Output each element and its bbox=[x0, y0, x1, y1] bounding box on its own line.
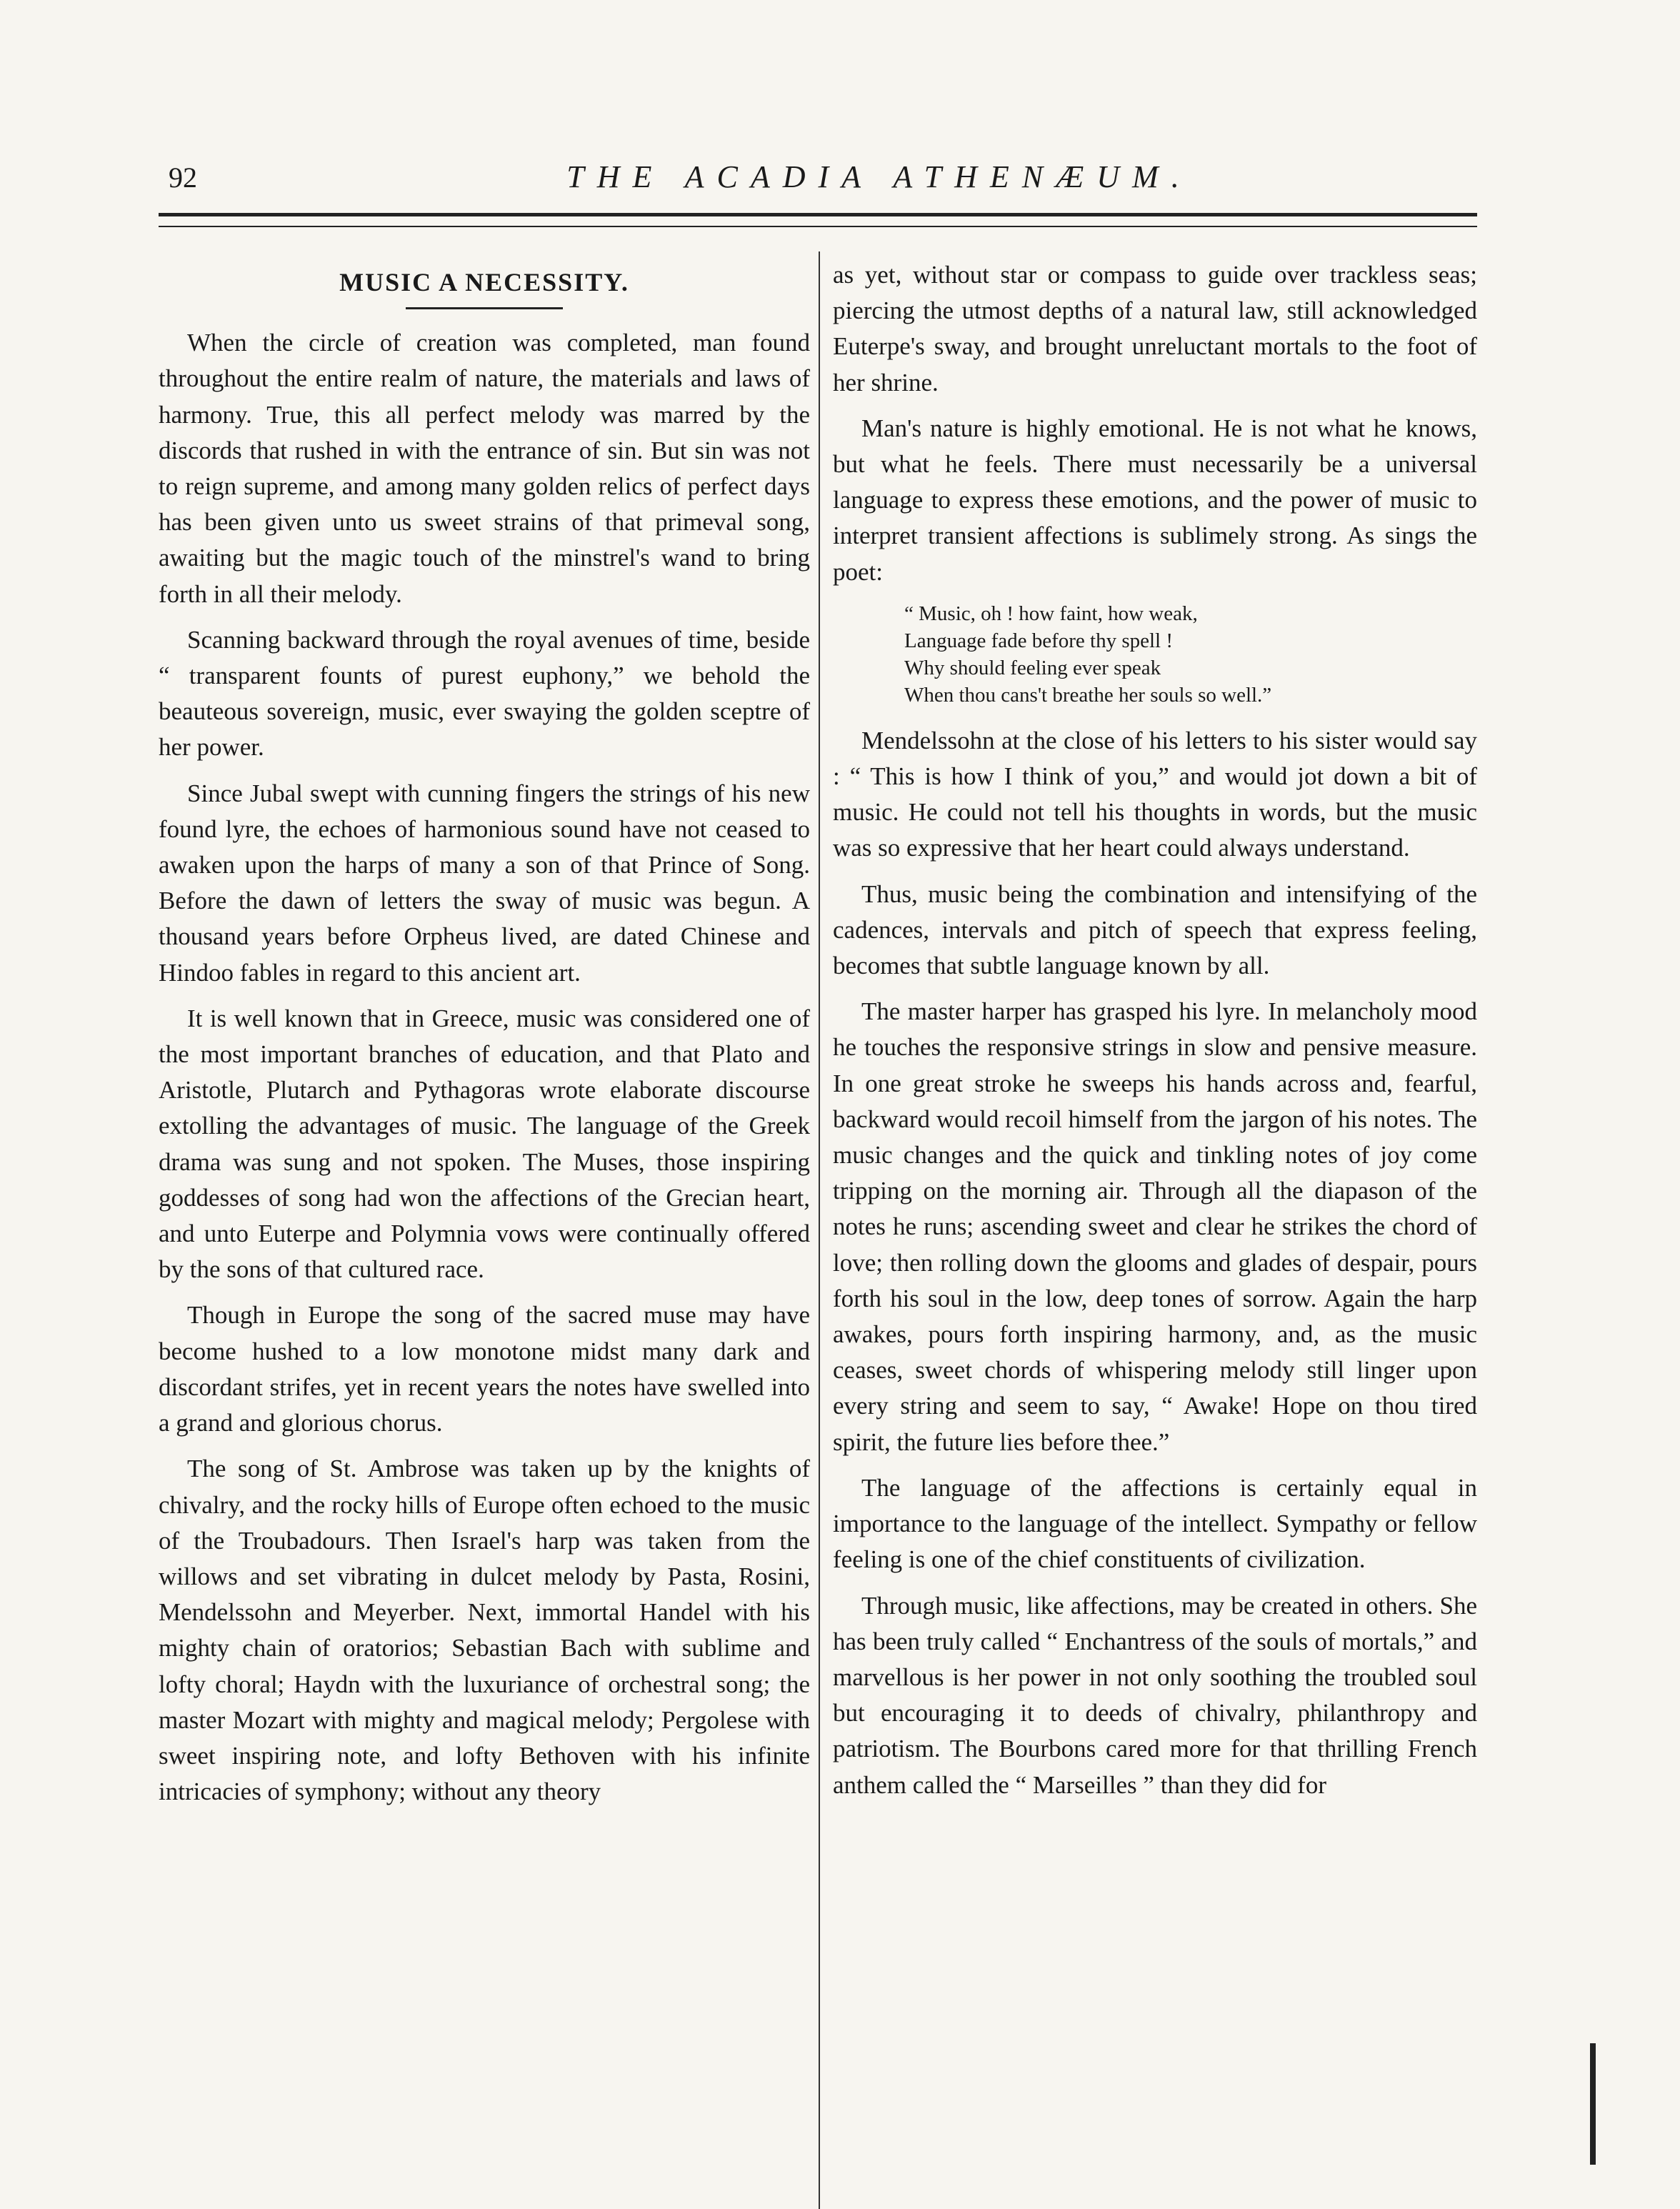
paragraph: Thus, music being the combination and intensifying of the cadences, intervals and pitch of speech that express feeling, becomes that subtle language known by all. bbox=[833, 879, 1477, 980]
running-head: THE ACADIA ATHENÆUM. bbox=[566, 159, 1192, 194]
article-title: MUSIC A NECESSITY. bbox=[339, 268, 629, 296]
page-number: 92 bbox=[169, 161, 197, 194]
paragraph: Man's nature is highly emotional. He is not what he knows, but what he feels. There must necessarily be a universal language to express these emotions, and the power of music to interpret transient affections is sublimely strong. As sings the poet: bbox=[833, 414, 1477, 586]
left-column bbox=[159, 257, 810, 1820]
header-rule-thin bbox=[159, 226, 1477, 227]
paragraph-continuation: as yet, without star or compass to guide over trackless seas; piercing the utmost depths of a natural law, still acknowledged Euterpe's sway, and brought unreluctant mortals to the foot of her shrine. bbox=[833, 261, 1477, 397]
header-rule-thick bbox=[159, 213, 1477, 216]
paragraph: Since Jubal swept with cunning fingers the strings of his new found lyre, the echoes of harmonious sound have not ceased to awaken upon the harps of many a son of that Prince of Song. Before the dawn of letters the sway of music was begun. A thousand years before Orpheus lived, are dated Chinese and Hindoo fables in regard to this ancient art. bbox=[159, 779, 810, 987]
poem-line: Why should feeling ever speak bbox=[904, 656, 1161, 679]
paragraph: The language of the affections is certainly equal in importance to the language of the intellect. Sympathy or fellow feeling is one of the chief constituents of civilization. bbox=[833, 1473, 1477, 1574]
paragraph: Through music, like affections, may be created in others. She has been truly called “ Enchantress of the souls of mortals,” and marvellous is her power in not only soothing the troubled soul but encouraging it to deeds of chivalry, philanthropy and patriotism. The Bourbons cared more for that thrilling French anthem called the “ Marseilles ” than they did for bbox=[833, 1591, 1477, 1799]
paragraph: The song of St. Ambrose was taken up by the knights of chivalry, and the rocky hills of Europe often echoed to the music of the Troubadours. Then Israel's harp was taken from the willows and set vibrating in dulcet melody by Pasta, Rosini, Mendelssohn and Meyerber. Next, immortal Handel with his mighty chain of oratorios; Sebastian Bach with sublime and lofty choral; Haydn with the luxuriance of orchestral song; the master Mozart with mighty and magical melody; Pergolese with sweet inspiring note, and lofty Bethoven with his infinite intricacies of symphony; without any theory bbox=[159, 1455, 810, 1806]
poem-line: When thou cans't breathe her souls so well.” bbox=[904, 683, 1272, 707]
scan-edge-mark bbox=[1590, 2043, 1596, 2165]
title-underline bbox=[406, 307, 563, 309]
column-divider bbox=[819, 251, 820, 2209]
paragraph: Though in Europe the song of the sacred muse may have become hushed to a low monotone midst many dark and discordant strifes, yet in recent years the notes have swelled into a grand and glorious chorus. bbox=[159, 1301, 810, 1437]
poem bbox=[904, 600, 1477, 709]
paragraph: Mendelssohn at the close of his letters to his sister would say : “ This is how I think of you,” and would jot down a bit of music. He could not tell his thoughts in words, but the music was so expressive that her heart could always understand. bbox=[833, 726, 1477, 862]
paragraph: It is well known that in Greece, music was considered one of the most important branches of education, and that Plato and Aristotle, Plutarch and Pythagoras wrote elaborate discourse extolling the advantages of music. The language of the Greek drama was sung and not spoken. The Muses, those inspiring goddesses of song had won the affections of the Grecian heart, and unto Euterpe and Polymnia vows were continually offered by the sons of that cultured race. bbox=[159, 1004, 810, 1284]
poem-line: “ Music, oh ! how faint, how weak, bbox=[904, 602, 1198, 625]
paragraph: The master harper has grasped his lyre. In melancholy mood he touches the responsive strings in slow and pensive measure. In one great stroke he sweeps his hands across and, fearful, backward would recoil himself from the jargon of his notes. The music changes and the quick and tinkling notes of joy come tripping on the morning air. Through all the diapason of the notes he runs; ascending sweet and clear he strikes the chord of love; then rolling down the glooms and glades of despair, pours forth his soul in the low, deep tones of sorrow. Again the harp awakes, pours forth inspiring harmony, and, as the music ceases, sweet chords of whispering melody still linger upon every string and seem to say, “ Awake! Hope on thou tired spirit, the future lies before thee.” bbox=[833, 997, 1477, 1456]
poem-line: Language fade before thy spell ! bbox=[904, 629, 1174, 652]
paragraph: When the circle of creation was completed, man found throughout the entire realm of nature, the materials and laws of harmony. True, this all perfect melody was marred by the discords that rushed in with the entrance of sin. But sin was not to reign supreme, and among many golden relics of perfect days has been given unto us sweet strains of that primeval song, awaiting but the magic touch of the minstrel's wand to bring forth in all their melody. bbox=[159, 329, 810, 608]
right-column bbox=[833, 257, 1477, 1813]
paragraph: Scanning backward through the royal avenues of time, beside “ transparent founts of purest euphony,” we behold the beauteous sovereign, music, ever swaying the golden sceptre of her power. bbox=[159, 625, 810, 762]
